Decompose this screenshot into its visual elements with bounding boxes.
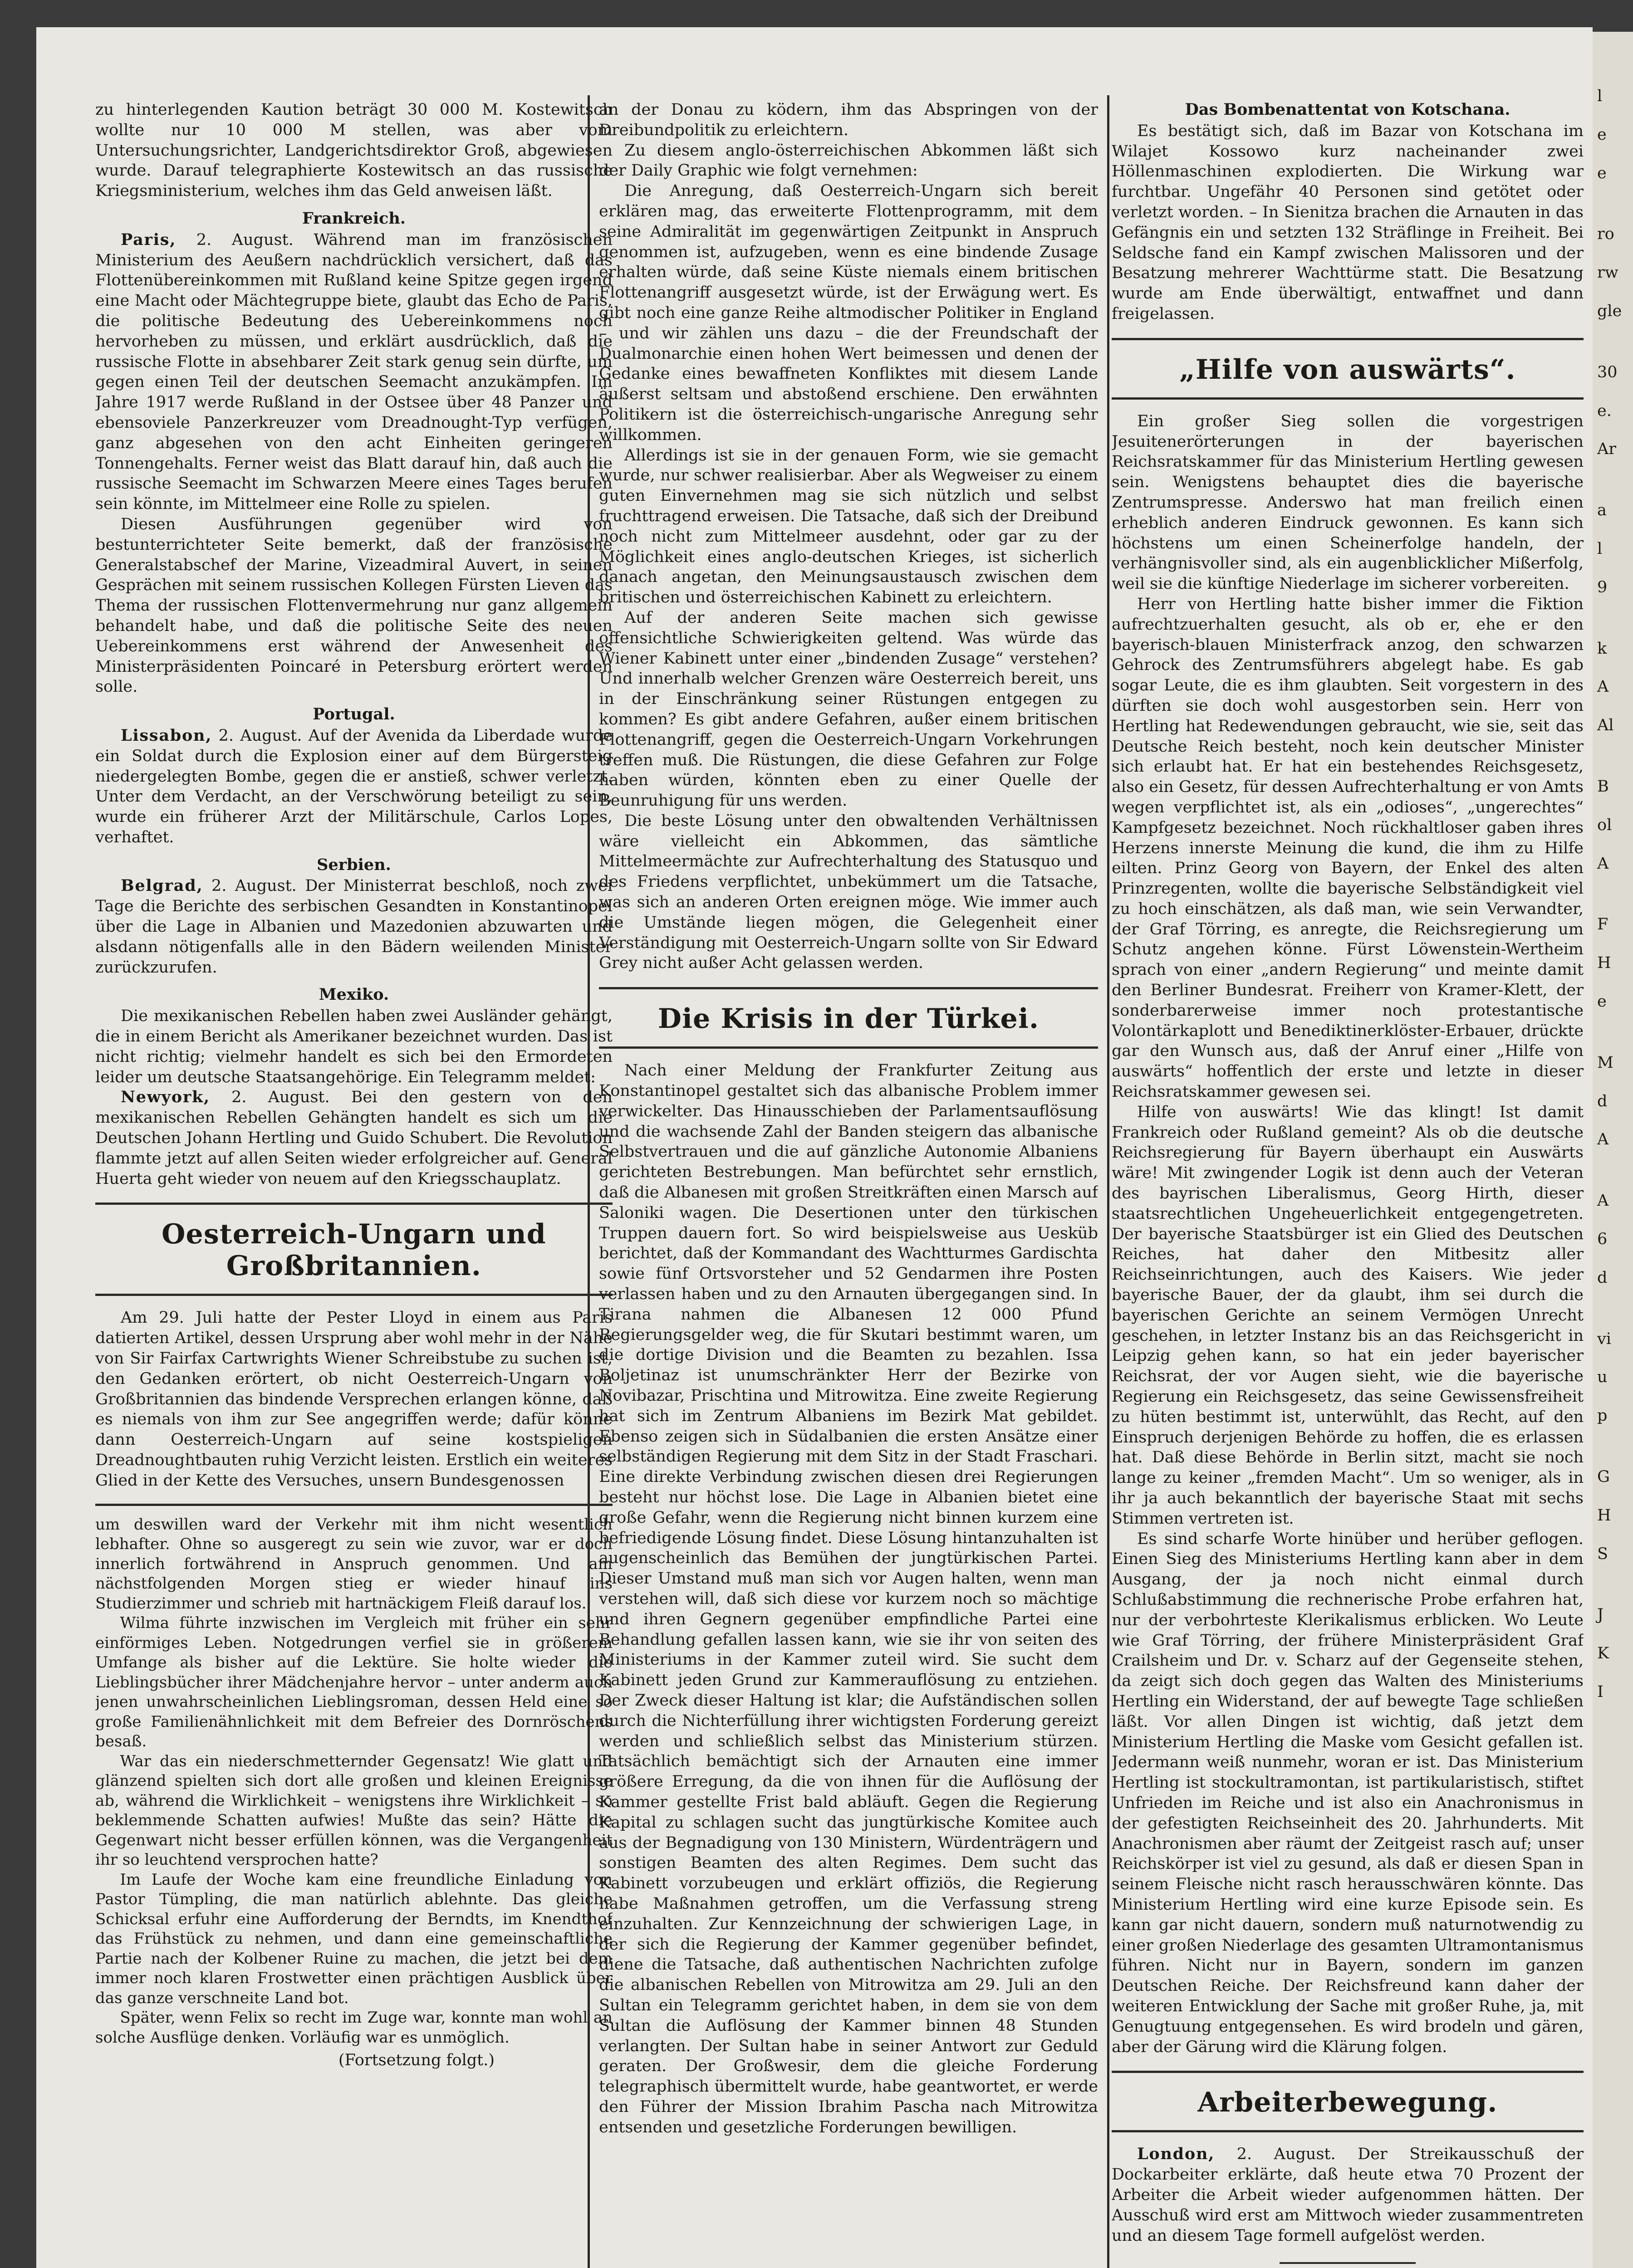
adjacent-page-fragment: K xyxy=(1597,1644,1609,1663)
adjacent-page-fragment: d xyxy=(1597,1092,1608,1110)
section-title-bombenattentat: Das Bombenattentat von Kotschana. xyxy=(1185,100,1510,119)
hilfe-paragraph-2: Herr von Hertling hatte bisher immer die Fiktion aufrechtzuerhalten gesucht, als ob er, ehe er den bayerisch-blauen Ministerfrack anzog, den schwarzen Gehrock des Zentrumsführers abgelegt habe. Es gab sogar Leute, die es ihm glaubten. Seit vorgestern in des dürften sie doch wohl ausgestorben sein. Herr von Hertling hat Redewendungen gebraucht, wie sie, seit das Deutsche Reich besteht, noch kein deutscher Minister sich erlaubt hat. Er hat ein bestehendes Reichsgesetz, also ein Gesetz, für dessen Aufrechterhaltung er von Amts wegen verpflichtet ist, als ein „odioses“, „ungerechtes“ Kampfgesetz bezeichnet. Noch rückhaltloser gaben ihres Herzens innerste Meinung die kund, die ihm zu Hilfe eilten. Prinz Georg von Bayern, der Enkel des alten Prinzregenten, wollte die bayerische Selbständigkeit viel zu hoch einschätzen, als daß man, wie sein Verwandter, der Graf Törring, es anregte, die Reichsregierung um Schutz angehen könne. Fürst Löwenstein-Wertheim sprach von einer „andern Regierung“ und meinte damit den Berliner Bundesrat. Freiherr von Kramer-Klett, der sonderbarerweise immer noch protestantische Volontärkaplott und Benediktinerklöster-Erbauer, drückte gar den Wunsch aus, daß der Anruf einer „Hilfe von auswärts“ hoffentlich der erste und letzte in dieser Reichsratskammer gewesen sei. xyxy=(1112,595,1584,1101)
column-left xyxy=(95,100,613,2268)
adjacent-page-edge xyxy=(1593,32,1633,2268)
adjacent-page-fragment: p xyxy=(1597,1407,1608,1425)
oesterreich-paragraph: Am 29. Juli hatte der Pester Lloyd in einem aus Paris datierten Artikel, dessen Ursprung aber wohl mehr in der Nähe von Sir Fairfax Cartwrights Wiener Schreibstube zu suchen ist, den Gedanken erörtert, ob nicht Oesterreich-Ungarn von Großbritannien das bindende Versprechen erlangen könne, daß es niemals von ihm zur See angegriffen werde; dafür könne dann Oesterreich-Ungarn auf seine kostspieligen Dreadnoughtbauten ruhig Verzicht leisten. Erstlich ein weiteres Glied in der Kette des Versuches, unsern Bundesgenossen xyxy=(95,1309,613,1490)
dateline-lissabon: Lissabon, xyxy=(121,726,212,745)
adjacent-page-fragment: 30 xyxy=(1597,363,1618,381)
hilfe-paragraph-4: Es sind scharfe Worte hinüber und herüber geflogen. Einen Sieg des Ministeriums Hertling kann aber in dem Ausgang, der ja noch nicht einmal durch Schlußabstimmung die rechnerische Probe erfahren hat, nur der verbohrteste Klerikalismus erblicken. Wo Leute wie Graf Törring, der frühere Ministerpräsident Graf Crailsheim und Dr. v. Scharz auf der Gegenseite stehen, da zeigt sich doch gegen das Walten des Ministeriums Hertling ein Widerstand, der auf bewegte Tage schließen läßt. Vor allen Dingen ist wichtig, daß jetzt dem Ministerium Hertling die Maske vom Gesicht gefallen ist. Jedermann weiß nunmehr, woran er ist. Das Ministerium Hertling ist stockultramontan, ist partikularistisch, stiftet Unfrieden im Reiche und ist also ein Anachronismus in der gefestigten Reichseinheit des 20. Jahrhunderts. Mit Anachronismen aber räumt der Zeitgeist rasch auf; unser Reichskörper ist viel zu gesund, als daß er diesen Span in seinem Fleische nicht rasch herausschwären könnte. Das Ministerium Hertling wird eine kurze Episode sein. Es kann gar nicht dauern, sondern muß naturnotwendig zu einer großen Niederlage des gesamten Ultramontanismus führen. Nicht nur in Bayern, sondern im ganzen Deutschen Reiche. Der Reichsfreund kann daher der weiteren Entwicklung der Sache mit großer Ruhe, ja, mit Genugtuung entgegensehen. Es wird brodeln und gären, aber der Gärung wird die Klärung folgen. xyxy=(1112,1530,1584,2056)
adjacent-page-fragment: S xyxy=(1597,1545,1608,1563)
adjacent-page-fragment: F xyxy=(1597,915,1608,934)
hilfe-paragraph-1: Ein großer Sieg sollen die vorgestrigen Jesuitenerörterungen in der bayerischen Reichsratskammer für das Ministerium Hertling gewesen sein. Wenigstens behauptet dies die bayerische Zentrumspresse. Anderswo hat man freilich einen erheblich anderen Eindruck gewonnen. Es kann sich höchstens um einen Scheinerfolge handeln, der verhängnisvoller sind, als ein augenblicklicher Mißerfolg, weil sie die künftige Niederlage im sicherer vorbereiten. xyxy=(1112,412,1584,593)
adjacent-page-fragments xyxy=(1593,32,1633,1702)
feuilleton-paragraph-5: Später, wenn Felix so recht im Zuge war, konnte man wohl an solche Ausflüge denken. Vorläufig war es unmöglich. xyxy=(95,2009,613,2047)
adjacent-page-fragment: rw xyxy=(1597,264,1618,282)
adjacent-page-fragment: Ar xyxy=(1597,440,1617,459)
dateline-paris: Paris, xyxy=(121,230,177,249)
adjacent-page-fragment: u xyxy=(1597,1368,1608,1387)
headline-oesterreich-ungarn: Oesterreich-Ungarn und Großbritannien. xyxy=(162,1218,546,1282)
adjacent-page-fragment: A xyxy=(1597,1192,1609,1210)
adjacent-page-fragment: l xyxy=(1597,539,1603,558)
section-title-mexiko: Mexiko. xyxy=(319,985,389,1004)
frankreich-paragraph-1 xyxy=(95,230,613,514)
adjacent-page-fragment: A xyxy=(1597,1130,1609,1149)
headline-box-arbeiter xyxy=(1112,2071,1584,2132)
feuilleton-paragraph-2: Wilma führte inzwischen im Vergleich mit früher ein sehr einförmiges Leben. Notgedrungen verfiel sie in größerem Umfange als bisher auf die Lektüre. Sie holte wieder die Lieblingsbücher ihrer Mädchenjahre hervor – unter anderm auch jenen unwahrscheinlichen Lieblingsroman, dessen Held eine so große Familienähnlichkeit mit dem Befreier des Dornröschens besaß. xyxy=(95,1614,613,1751)
newspaper-page xyxy=(36,27,1593,2268)
dateline-london: London, xyxy=(1137,2145,1215,2164)
headline-box-oesterreich xyxy=(95,1202,613,1296)
adjacent-page-fragment: A xyxy=(1597,854,1609,873)
adjacent-page-fragment: k xyxy=(1597,639,1607,658)
kostewitsch-paragraph: zu hinterlegenden Kaution beträgt 30 000 M. Kostewitsch wollte nur 10 000 M stellen, was aber vom Untersuchungsrichter, Landgerichtsdirektor Groß, abgewiesen wurde. Darauf telegraphierte Kostewitsch an das russische Kriegsministerium, welches ihm das Geld anweisen läßt. xyxy=(95,101,613,200)
headline-box-hilfe xyxy=(1112,338,1584,400)
column-right xyxy=(1112,100,1584,2268)
section-title-portugal: Portugal. xyxy=(313,705,395,724)
portugal-paragraph xyxy=(95,726,613,848)
frankreich-paragraph-1-text: 2. August. Während man im französischen Ministerium des Aeußern nachdrücklich versichert, daß das Flottenübereinkommen mit Rußland keine Spitze gegen irgend eine Macht oder Mächtegruppe biete, glaubt das Echo de Paris, die politische Bedeutung des Uebereinkommens noch hervorheben zu müssen, und erklärt ausdrücklich, daß die russische Flotte in absehbarer Zeit stark genug sein dürfte, um gegen einen Teil der deutschen Seemacht anzukämpfen. Im Jahre 1917 werde Rußland in der Ostsee über 48 Panzer und ebensoviele Panzerkreuzer vom Dreadnought-Typ verfügen, ganz abgesehen von den acht Einheiten geringeren Tonnengehalts. Ferner weist das Blatt darauf hin, daß auch die russische Seemacht im Schwarzen Meere eines Tages berufen sein könnte, im Mittelmeer eine Rolle zu spielen. xyxy=(95,230,613,513)
mexiko-paragraph-1: Die mexikanischen Rebellen haben zwei Ausländer gehängt, die in einem Bericht als Amerikaner bezeichnet wurden. Das ist nicht richtig; vielmehr handelt es sich bei den Ermordeten leider um deutsche Staatsangehörige. Ein Telegramm meldet: xyxy=(95,1007,613,1086)
adjacent-page-fragment: a xyxy=(1597,501,1607,520)
adjacent-page-fragment: d xyxy=(1597,1268,1608,1287)
daily-graphic-intro: Zu diesem anglo-österreichischen Abkommen läßt sich der Daily Graphic wie folgt vernehmen: xyxy=(599,141,1098,180)
dreibund-paragraph: an der Donau zu ködern, ihm das Abspringen von der Dreibundpolitik zu erleichtern. xyxy=(599,101,1098,139)
daily-graphic-paragraph-3: Auf der anderen Seite machen sich gewisse offensichtliche Schwierigkeiten geltend. Was würde das Wiener Kabinett unter einer „bindenden Zusage“ verstehen? Und innerhalb welcher Grenzen wäre Oesterreich bereit, uns in der Einschränkung seiner Rüstungen entgegen zu kommen? Es gibt andere Gefahren, außer einem britischen Flottenangriff, gegen die Oesterreich-Ungarn Vorkehrungen treffen muß. Die Rüstungen, die diese Gefahren zur Folge haben würden, könnten eben zu einer Quelle der Beunruhigung für uns werden. xyxy=(599,608,1098,810)
section-title-serbien: Serbien. xyxy=(317,855,391,874)
adjacent-page-fragment: e xyxy=(1597,125,1607,144)
feuilleton-section xyxy=(95,1515,613,2070)
end-rule xyxy=(1280,2262,1416,2264)
adjacent-page-fragment: J xyxy=(1597,1606,1604,1624)
adjacent-page-fragment: ol xyxy=(1597,816,1612,834)
serbien-paragraph-text: 2. August. Der Ministerrat beschloß, noch zwei Tage die Berichte des serbischen Gesandten in Konstantinopel über die Lage in Albanien und Mazedonien abzuwarten und alsdann nötigenfalls alle in den Bädern weilenden Minister zurückzurufen. xyxy=(95,877,613,977)
mexiko-paragraph-2-text: 2. August. Bei den gestern von den mexikanischen Rebellen Gehängten handelt es sich um die Deutschen Johann Hertling und Guido Schubert. Die Revolution flammte jetzt auf allen Seiten wieder erfolgreicher auf. General Huerta geht wieder von neuem auf den Kriegsschauplatz. xyxy=(95,1088,613,1188)
adjacent-page-fragment: e. xyxy=(1597,401,1612,420)
portugal-paragraph-text: 2. August. Auf der Avenida da Liberdade wurde ein Soldat durch die Explosion einer auf dem Bürgersteig niedergelegten Bombe, gegen die er anstieß, schwer verletzt. Unter dem Verdacht, an der Verschwörung beteiligt zu sein, wurde ein früherer Arzt der Militärschule, Carlos Lopes, verhaftet. xyxy=(95,726,613,846)
daily-graphic-paragraph-2: Allerdings ist sie in der genauen Form, wie sie gemacht wurde, nur schwer realisierbar. Aber als Wegweiser zu einem guten Einvernehmen mag sie sich nützlich und selbst fruchttragend erweisen. Die Tatsache, daß sich der Dreibund noch nicht zum Mittelmeer ausdehnt, oder gar zu der Möglichkeit eines anglo-deutschen Krieges, ist sicherlich danach angetan, den Meinungsaustausch zwischen dem britischen und österreichischen Kabinett zu erleichtern. xyxy=(599,446,1098,607)
adjacent-page-fragment: G xyxy=(1597,1467,1610,1486)
adjacent-page-fragment: Al xyxy=(1597,716,1614,735)
daily-graphic-paragraph-1: Die Anregung, daß Oesterreich-Ungarn sich bereit erklären mag, das erweiterte Flottenprogramm, mit dem seine Admiralität im gegenwärtigen Zeitpunkt in Anspruch genommen ist, aufzugeben, wenn es eine bindende Zusage erhalten würde, daß seine Küste niemals einem britischen Flottenangriff ausgesetzt würde, ist der Erwägung wert. Es gibt noch eine ganze Reihe altmodischer Politiker in England – und wir zählen uns dazu – die der Freundschaft der Dualmonarchie einen hohen Wert beimessen und denen der Gedanke eines bewaffneten Konfliktes mit diesem Lande äußerst seltsam und abstoßend erschiene. Den erwähnten Politikern ist die österreichisch-ungarische Anregung sehr willkommen. xyxy=(599,182,1098,444)
arbeiter-paragraph xyxy=(1112,2144,1584,2246)
feuilleton-paragraph-1: um deswillen ward der Verkehr mit ihm nicht wesentlich lebhafter. Ohne so ausgeregt zu sein wie zuvor, war er doch innerlich fortwährend in Anspruch genommen. Und am nächstfolgenden Morgen stieg er wieder hinauf ins Studierzimmer und schrieb mit hartnäckigem Fleiß darauf los. xyxy=(95,1515,613,1613)
feuilleton-paragraph-3: War das ein niederschmetternder Gegensatz! Wie glatt und glänzend spielten sich dort alle großen und kleinen Ereignisse ab, während die Wirklichkeit – wenigstens ihre Wirklichkeit – so beklemmende Schatten aufwies! Mußte das sein? Hätte die Gegenwart nicht besser erfüllen können, was die Vergangenheit ihr so leuchtend versprochen hatte? xyxy=(95,1752,613,1869)
adjacent-page-fragment: 9 xyxy=(1597,578,1608,596)
dateline-belgrad: Belgrad, xyxy=(121,876,203,895)
section-title-frankreich: Frankreich. xyxy=(302,209,406,228)
headline-box-krisis xyxy=(599,987,1098,1049)
adjacent-page-fragment: e xyxy=(1597,164,1607,182)
column-rule-right xyxy=(1107,95,1109,2268)
continued-note: (Fortsetzung folgt.) xyxy=(338,2051,495,2070)
adjacent-page-fragment: B xyxy=(1597,777,1609,796)
serbien-paragraph xyxy=(95,876,613,978)
adjacent-page-fragment: H xyxy=(1597,1506,1611,1525)
hilfe-paragraph-3: Hilfe von auswärts! Wie das klingt! Ist damit Frankreich oder Rußland gemeint? Als ob die deutsche Reichsregierung für Bayern überhaupt ein Auswärts wäre! Mit zwingender Logik ist denn auch der Veteran des bayrischen Liberalismus, Georg Hirth, dieser staatsrechtlichen Ungeheuerlichkeit entgegengetreten. Der bayerische Staatsbürger ist ein Glied des Deutschen Reiches, hat daher den Mitbesitz aller Reichseinrichtungen, auch des Kaisers. Wie jeder bayerische Bauer, der da glaubt, ihm sei durch die bayerischen Gerichte an seinem Vermögen Unrecht geschehen, in letzter Instanz bis an das Reichsgericht in Leipzig gehen kann, so hat ein jeder bayerischer Reichsrat, der vor Augen sieht, wie die bayerische Regierung ein Reichsgesetz, das seine Gewissensfreiheit zu hüten bestimmt ist, unterwühlt, das Recht, auf den Einspruch derjenigen Behörde zu hoffen, die es erlassen hat. Daß diese Behörde in Berlin sitzt, macht sie noch lange zu keiner „fremden Macht“. Um so weniger, als in ihr ja auch bekanntlich der bayerische Staat mit sechs Stimmen vertreten ist. xyxy=(1112,1103,1584,1528)
headline-hilfe-von-auswaerts: „Hilfe von auswärts“. xyxy=(1179,353,1516,386)
adjacent-page-fragment: l xyxy=(1597,87,1603,105)
bombenattentat-paragraph: Es bestätigt sich, daß im Bazar von Kotschana im Wilajet Kossowo kurz nacheinander zwei Höllenmaschinen explodierten. Die Wirkung war furchtbar. Ungefähr 40 Personen sind getötet oder verletzt worden. – In Sienitza brachen die Arnauten in das Gefängnis ein und setzten 132 Sträflinge in Freiheit. Bei Seldsche fand ein Kampf zwischen Malissoren und der Besatzung mehrerer Wachttürme statt. Die Besatzung wurde am Ende überwältigt, entwaffnet und dann freigelassen. xyxy=(1112,122,1584,323)
feuilleton-divider xyxy=(95,1504,613,1506)
krisis-paragraph: Nach einer Meldung der Frankfurter Zeitung aus Konstantinopel gestaltet sich das albanische Problem immer verwickelter. Das Hinausschieben der Parlamentsauflösung und die wachsende Zahl der Banden steigern das albanische Selbstvertrauen und die auf gänzliche Autonomie Albaniens gerichteten Bestrebungen. Man befürchtet sehr ernstlich, daß die Albanesen mit großen Streitkräften einen Marsch auf Saloniki wagen. Die Desertionen unter den türkischen Truppen dauern fort. So wird beispielsweise aus Uesküb berichtet, daß der Kommandant des Wachtturmes Gardischta sowie fünf Ortsvorsteher und 52 Gendarmen ihre Posten verlassen haben und zu den Arnauten übergegangen sind. In Tirana nahmen die Albanesen 12 000 Pfund Regierungsgelder weg, die für Skutari bestimmt waren, um die dortige Division und die Beamten zu bezahlen. Issa Boljetinaz ist unumschränkter Herr der Bezirke von Novibazar, Prischtina und Mitrowitza. Eine zweite Regierung hat sich im Zentrum Albaniens im Bezirk Mat gebildet. Ebenso zeigen sich in Südalbanien die ersten Ansätze einer selbständigen Regierung mit dem Sitz in der Stadt Fraschari. Eine direkte Verbindung zwischen diesen drei Regierungen besteht nur höchst lose. Die Lage in Albanien bietet eine große Gefahr, wenn die Regierung nicht binnen kurzem eine befriedigende Lösung findet. Diese Lösung hintanzuhalten ist augenscheinlich das Bemühen der jungtürkischen Partei. Dieser Umstand muß man sich vor Augen halten, wenn man verstehen will, daß sich diese vor kurzem noch so mächtige und ihren Gegnern gegenüber empfindliche Partei eine Behandlung gefallen lassen kann, wie sie ihr von seiten des Ministeriums in der Kammer zuteil wird. Sie sucht dem Kabinett jeden Grund zur Kammerauflösung zu entziehen. Der Zweck dieser Haltung ist klar; die Aufständischen sollen durch die Nichterfüllung ihrer wichtigsten Forderung gereizt werden und schließlich selbst das Ministerium stürzen. Tatsächlich bemächtigt sich der Arnauten eine immer größere Erregung, da die von ihnen für die Auflösung der Kammer gestellte Frist bald abläuft. Gegen die Regierung Kapital zu schlagen sucht das jungtürkische Komitee auch aus der Begnadigung von 130 Ministern, Würdenträgern und sonstigen Beamten des alten Regimes. Dem sucht das Kabinett vorzubeugen und erklärt offiziös, die Regierung habe Maßnahmen getroffen, um die Verfassung streng einzuhalten. Zur Kennzeichnung der schwierigen Lage, in der sich die Regierung der Kammer gegenüber befindet, diene die Tatsache, daß authentischen Nachrichten zufolge die albanischen Rebellen von Mitrowitza am 29. Juli an den Sultan ein Telegramm gerichtet haben, in dem sie von dem Sultan die Auflösung der Kammer binnen 48 Stunden verlangten. Der Sultan habe in seiner Antwort zur Geduld geraten. Der Großwesir, dem die gleiche Forderung telegraphisch übermittelt wurde, habe geantwortet, er werde den Führer der Mission Ibrahim Pascha nach Mitrowitza entsenden und gesetzliche Forderungen bewilligen. xyxy=(599,1061,1098,2136)
adjacent-page-fragment: e xyxy=(1597,992,1607,1011)
adjacent-page-fragment: ro xyxy=(1597,225,1614,244)
adjacent-page-fragment: A xyxy=(1597,678,1609,696)
mexiko-paragraph-2 xyxy=(95,1087,613,1189)
frankreich-paragraph-2: Diesen Ausführungen gegenüber wird von bestunterrichteter Seite bemerkt, daß der französische Generalstabschef der Marine, Vizeadmiral Auvert, in seinen Gesprächen mit seinem russischen Kollegen Fürsten Lieven das Thema der russischen Flottenvermehrung nur ganz allgemein behandelt habe, und daß die politische Seite des neuen Uebereinkommens erst während der Anwesenheit des Ministerpräsidenten Poincaré in Petersburg erörtert werden solle. xyxy=(95,515,613,696)
headline-krisis-tuerkei: Die Krisis in der Türkei. xyxy=(657,1003,1040,1035)
adjacent-page-fragment: I xyxy=(1597,1682,1604,1701)
arbeiter-paragraph-text: 2. August. Der Streikausschuß der Dockarbeiter erklärte, daß heute etwa 70 Prozent der Arbeiter die Arbeit wieder aufgenommen hätten. Der Ausschuß wird erst am Mittwoch wieder zusammentreten und an diesem Tage formell aufgelöst werden. xyxy=(1112,2145,1584,2245)
adjacent-page-fragment: vi xyxy=(1597,1330,1611,1348)
adjacent-page-fragment: H xyxy=(1597,954,1611,973)
dateline-newyork: Newyork, xyxy=(121,1088,210,1107)
adjacent-page-fragment: 6 xyxy=(1597,1230,1608,1248)
headline-arbeiterbewegung: Arbeiterbewegung. xyxy=(1197,2087,1498,2119)
column-middle xyxy=(599,100,1098,2268)
adjacent-page-fragment: M xyxy=(1597,1053,1613,1072)
daily-graphic-paragraph-4: Die beste Lösung unter den obwaltenden Verhältnissen wäre vielleicht ein Abkommen, das sämtliche Mittelmeermächte zur Aufrechterhaltung des Statusquo und des Friedens verpflichtet, unbekümmert um die Tatsache, was sich an anderen Orten ereignen möge. Wie immer auch die Umstände liegen mögen, die Gelegenheit einer Verständigung mit Oesterreich-Ungarn sollte von Sir Edward Grey nicht außer Acht gelassen werden. xyxy=(599,811,1098,973)
adjacent-page-fragment: gle xyxy=(1597,302,1622,320)
feuilleton-paragraph-4: Im Laufe der Woche kam eine freundliche Einladung von Pastor Tümpling, die man natürlich ablehnte. Das gleiche Schicksal erfuhr eine Aufforderung der Berndts, im Knendthof das Frühstück zu nehmen, und dann eine gemeinschaftliche Partie nach der Kolbener Ruine zu machen, die jetzt bei dem immer noch klaren Frostwetter einen prächtigen Ausblick über das ganze verschneite Land bot. xyxy=(95,1870,613,2007)
